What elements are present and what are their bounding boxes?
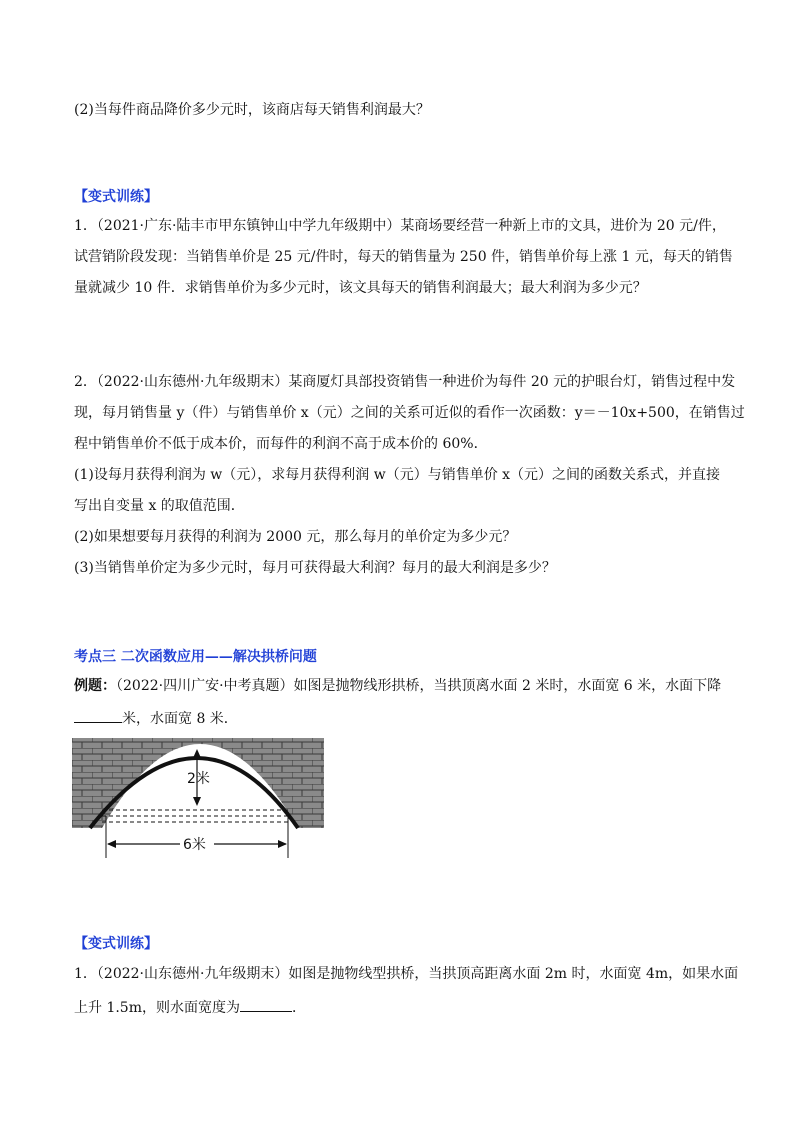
height-arrowhead-top	[193, 749, 201, 758]
practice2-q1-line1: 1．（2022·山东德州·九年级期末）如图是抛物线型拱桥，当拱顶高距离水面 2m 时，水面宽 4m，如果水面	[74, 966, 739, 982]
height-label: 2米	[187, 771, 210, 787]
example-line1	[74, 676, 721, 696]
practice1-q1-line3: 量就减少 10 件．求销售单价为多少元时，该文具每天的销售利润最大；最大利润为多少元？	[74, 280, 647, 296]
practice1-q1-line2: 试营销阶段发现：当销售单价是 25 元/件时，每天的销售量为 250 件，销售单价每上涨 1 元，每天的销售	[74, 249, 733, 265]
practice1-q2-line6: (2)如果想要每月获得的利润为 2000 元，那么每月的单价定为多少元？	[74, 529, 517, 545]
practice1-q2-line2: 现，每月销售量 y（件）与销售单价 x（元）之间的关系可近似的看作一次函数：y＝－10x+500，在销售过	[74, 405, 745, 421]
practice1-q2-line3: 程中销售单价不低于成本价，而每件的利润不高于成本价的 60%．	[74, 436, 488, 452]
section-heading-arch-bridge: 考点三 二次函数应用——解决拱桥问题	[74, 649, 317, 665]
top-question: (2)当每件商品降价多少元时，该商店每天销售利润最大？	[74, 102, 430, 118]
practice1-q1-line1: 1．（2021·广东·陆丰市甲东镇钟山中学九年级期中）某商场要经营一种新上市的文具，进价为 20 元/件，	[74, 218, 726, 234]
section-heading-practice-2: 【变式训练】	[74, 936, 158, 952]
example-line2-text: 米，水面宽 8 米．	[122, 711, 238, 727]
width-arrowhead-right	[278, 840, 287, 848]
practice1-q2-line7: (3)当销售单价定为多少元时，每月可获得最大利润？每月的最大利润是多少？	[74, 560, 556, 576]
answer-blank	[74, 708, 122, 723]
width-label: 6米	[183, 837, 206, 853]
example-label: 例题：	[74, 678, 116, 694]
example-line2	[74, 708, 238, 729]
practice1-q2-line1: 2．（2022·山东德州·九年级期末）某商厦灯具部投资销售一种进价为每件 20 元的护眼台灯，销售过程中发	[74, 374, 736, 390]
height-arrowhead-bottom	[193, 797, 201, 806]
example-text: （2022·四川广安·中考真题）如图是抛物线形拱桥，当拱顶离水面 2 米时，水面宽 6 米，水面下降	[116, 678, 722, 694]
width-arrowhead-left	[107, 840, 116, 848]
arch-bridge-figure	[72, 736, 328, 858]
practice1-q2-line5: 写出自变量 x 的取值范围．	[74, 498, 245, 514]
practice2-line2-text: 上升 1.5m，则水面宽度为	[74, 1000, 240, 1016]
answer-blank-2	[240, 997, 292, 1012]
practice1-q2-line4: (1)设每月获得利润为 w（元），求每月获得利润 w（元）与销售单价 x（元）之间的函数关系式，并直接	[74, 467, 721, 483]
section-heading-practice-1: 【变式训练】	[74, 189, 158, 205]
practice2-q1-line2	[74, 997, 306, 1018]
practice2-line2-end: ．	[292, 1000, 306, 1016]
